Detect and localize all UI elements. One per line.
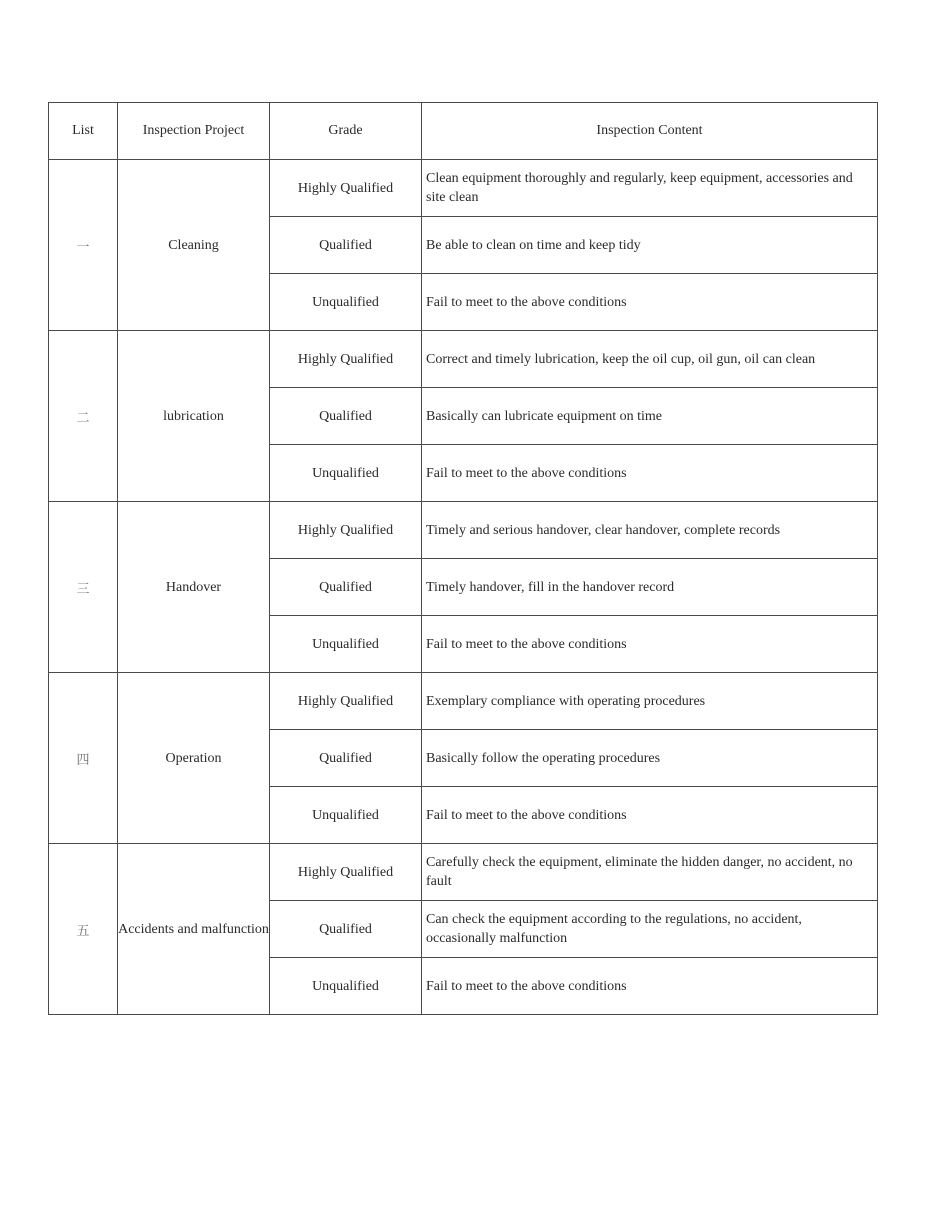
grade-cell: Highly Qualified — [270, 844, 422, 901]
inspection-project-cell: Cleaning — [118, 160, 270, 331]
grade-cell: Highly Qualified — [270, 160, 422, 217]
header-inspection-content: Inspection Content — [422, 103, 878, 160]
header-list: List — [49, 103, 118, 160]
inspection-content-cell: Basically follow the operating procedures — [422, 730, 878, 787]
inspection-table — [48, 102, 878, 1015]
inspection-content-cell: Fail to meet to the above conditions — [422, 616, 878, 673]
inspection-content-cell: Can check the equipment according to the regulations, no accident, occasionally malfunction — [422, 901, 878, 958]
table-row — [49, 160, 878, 217]
inspection-content-cell: Timely handover, fill in the handover record — [422, 559, 878, 616]
grade-cell: Unqualified — [270, 274, 422, 331]
grade-cell: Qualified — [270, 901, 422, 958]
inspection-content-cell: Fail to meet to the above conditions — [422, 274, 878, 331]
inspection-content-cell: Fail to meet to the above conditions — [422, 958, 878, 1015]
grade-cell: Unqualified — [270, 958, 422, 1015]
grade-cell: Unqualified — [270, 787, 422, 844]
header-grade: Grade — [270, 103, 422, 160]
grade-cell: Highly Qualified — [270, 502, 422, 559]
inspection-content-cell: Fail to meet to the above conditions — [422, 787, 878, 844]
grade-cell: Unqualified — [270, 616, 422, 673]
list-number-cell: 三 — [49, 502, 118, 673]
grade-cell: Qualified — [270, 217, 422, 274]
list-number-cell: 一 — [49, 160, 118, 331]
inspection-project-cell: Accidents and malfunction — [118, 844, 270, 1015]
header-row — [49, 103, 878, 160]
grade-cell: Highly Qualified — [270, 673, 422, 730]
inspection-project-cell: Operation — [118, 673, 270, 844]
grade-cell: Qualified — [270, 559, 422, 616]
inspection-content-cell: Carefully check the equipment, eliminate the hidden danger, no accident, no fault — [422, 844, 878, 901]
inspection-content-cell: Exemplary compliance with operating procedures — [422, 673, 878, 730]
header-inspection-project: Inspection Project — [118, 103, 270, 160]
inspection-project-cell: Handover — [118, 502, 270, 673]
table-row — [49, 844, 878, 901]
inspection-content-cell: Fail to meet to the above conditions — [422, 445, 878, 502]
grade-cell: Qualified — [270, 730, 422, 787]
inspection-content-cell: Be able to clean on time and keep tidy — [422, 217, 878, 274]
list-number-cell: 五 — [49, 844, 118, 1015]
inspection-project-cell: lubrication — [118, 331, 270, 502]
grade-cell: Unqualified — [270, 445, 422, 502]
grade-cell: Highly Qualified — [270, 331, 422, 388]
list-number-cell: 四 — [49, 673, 118, 844]
inspection-content-cell: Correct and timely lubrication, keep the oil cup, oil gun, oil can clean — [422, 331, 878, 388]
grade-cell: Qualified — [270, 388, 422, 445]
inspection-content-cell: Clean equipment thoroughly and regularly, keep equipment, accessories and site clean — [422, 160, 878, 217]
inspection-content-cell: Basically can lubricate equipment on time — [422, 388, 878, 445]
table-row — [49, 331, 878, 388]
table-row — [49, 673, 878, 730]
list-number-cell: 二 — [49, 331, 118, 502]
inspection-content-cell: Timely and serious handover, clear handover, complete records — [422, 502, 878, 559]
table-row — [49, 502, 878, 559]
table-body — [49, 160, 878, 1015]
